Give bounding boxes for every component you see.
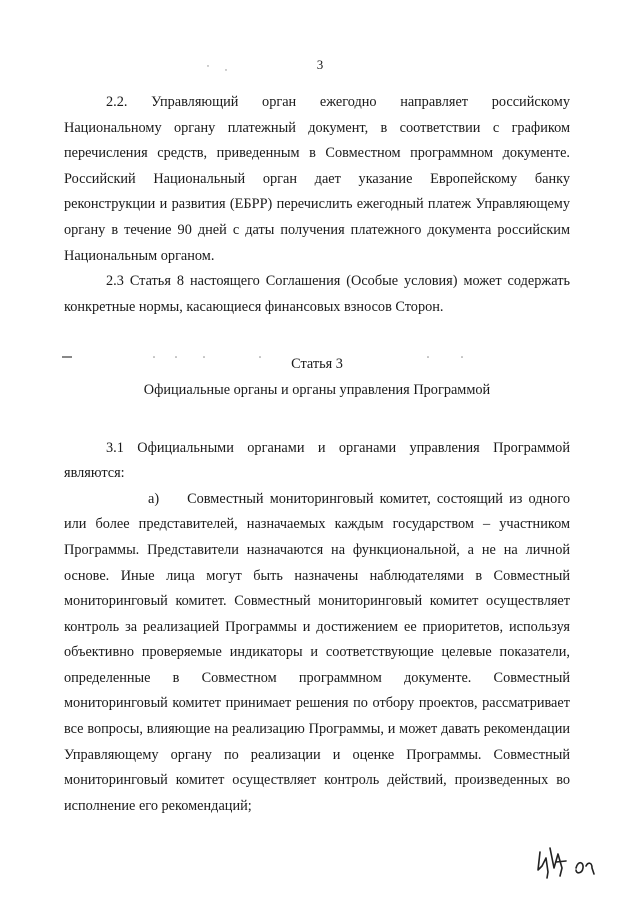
page-number: 3 [316, 57, 324, 72]
list-item-a [64, 487, 570, 820]
handwritten-initials [528, 838, 608, 888]
list-item-a-marker: а) [148, 490, 160, 507]
article-heading-number: Статья 3 [291, 356, 343, 373]
document-body [64, 90, 570, 819]
paragraph-2-3: 2.3 Статья 8 настоящего Соглашения (Особые условия) может содержать конкретные нормы, касающиеся финансовых взносов Сторон. [64, 273, 570, 315]
article-heading-title: Официальные органы и органы управления Программой [143, 381, 491, 398]
list-item-a-text: Совместный мониторинговый комитет, состоящий из одного или более представителей, назначаемых каждым государством – участником Программы. Представители назначаются на функциональной, а не на личной основе. Иные лица могут быть назначены наблюдателями в Совместный мониторинговый комитет. Совместный мониторинговый комитет осуществляет контроль за реализацией Программы и достижением ее приоритетов, используя объективно проверяемые индикаторы и соответствующие целевые показатели, определенные в Совместном программном документе. Совместный мониторинговый комитет принимает решения по отбору проектов, рассматривает все вопросы, влияющие на реализацию Программы, и может давать рекомендации Управляющему органу по реализации и оценке Программы. Совместный мониторинговый комитет осуществляет контроль действий, произведенных во исполнение его рекомендаций; [64, 490, 570, 814]
paragraph-2-2: 2.2. Управляющий орган ежегодно направляет российскому Национальному органу платежный документ, в соответствии с графиком перечисления средств, приведенным в Совместном программном документе. Российский Национальный орган дает указание Европейскому банку реконструкции и развития (ЕБРР) перечислить ежегодный платеж Управляющему органу в течение 90 дней с даты получения платежного документа российским Национальным органом. [64, 94, 570, 264]
paragraph-3-1: 3.1 Официальными органами и органами управления Программой являются: [64, 439, 570, 482]
